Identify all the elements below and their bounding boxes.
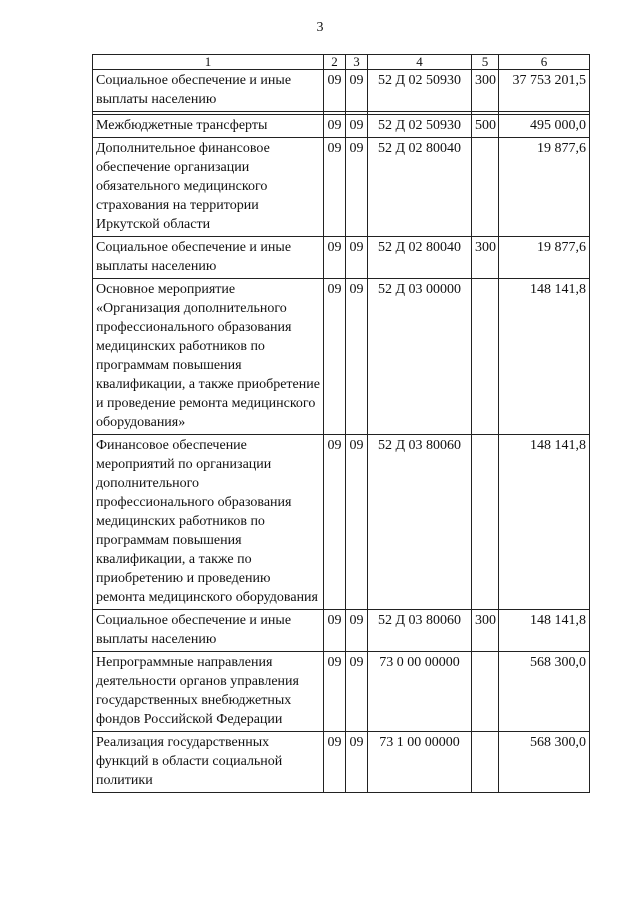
table-header-row [93,55,590,70]
row-expense-type-cell [472,279,499,435]
header-cell: 2 [324,55,346,70]
table-row [93,435,590,610]
row-section-cell: 09 [324,732,346,793]
row-subsection-cell: 09 [346,138,368,237]
row-amount-cell: 19 877,6 [499,138,590,237]
row-name-cell: Непрограммные направления деятельности органов управления государственных внебюджетных фондов Российской Федерации [93,652,324,732]
row-target-article-cell: 52 Д 02 80040 [368,138,472,237]
row-name-cell: Основное мероприятие «Организация дополнительного профессионального образования медицинских работников по программам повышения квалификации, а также приобретение и проведение ремонта медицинского оборудования» [93,279,324,435]
row-name-cell: Межбюджетные трансферты [93,115,324,138]
row-expense-type-cell [472,138,499,237]
row-expense-type-cell: 300 [472,70,499,112]
table-row [93,70,590,112]
row-section-cell: 09 [324,115,346,138]
row-name-cell: Социальное обеспечение и иные выплаты населению [93,610,324,652]
row-name-cell: Дополнительное финансовое обеспечение организации обязательного медицинского страхования на территории Иркутской области [93,138,324,237]
page-number: 3 [316,20,324,35]
table-row [93,652,590,732]
row-target-article-cell: 73 0 00 00000 [368,652,472,732]
row-subsection-cell: 09 [346,435,368,610]
row-section-cell: 09 [324,237,346,279]
row-section-cell: 09 [324,70,346,112]
row-expense-type-cell [472,732,499,793]
row-amount-cell: 19 877,6 [499,237,590,279]
table-row [93,610,590,652]
row-section-cell: 09 [324,652,346,732]
row-amount-cell: 568 300,0 [499,732,590,793]
header-cell: 4 [368,55,472,70]
table-row [93,237,590,279]
table-row [93,138,590,237]
row-expense-type-cell: 300 [472,610,499,652]
row-target-article-cell: 52 Д 02 50930 [368,115,472,138]
table-row [93,732,590,793]
row-target-article-cell: 52 Д 02 50930 [368,70,472,112]
row-subsection-cell: 09 [346,279,368,435]
row-target-article-cell: 73 1 00 00000 [368,732,472,793]
row-amount-cell: 148 141,8 [499,435,590,610]
row-subsection-cell: 09 [346,115,368,138]
row-subsection-cell: 09 [346,732,368,793]
row-target-article-cell: 52 Д 03 80060 [368,610,472,652]
row-target-article-cell: 52 Д 03 00000 [368,279,472,435]
row-section-cell: 09 [324,610,346,652]
row-expense-type-cell [472,435,499,610]
row-section-cell: 09 [324,435,346,610]
header-cell: 6 [499,55,590,70]
header-cell: 3 [346,55,368,70]
row-name-cell: Социальное обеспечение и иные выплаты населению [93,70,324,112]
budget-table [92,54,590,793]
header-cell: 1 [93,55,324,70]
header-cell: 5 [472,55,499,70]
row-name-cell: Финансовое обеспечение мероприятий по организации дополнительного профессионального образования медицинских работников по программам повышения квалификации, а также по приобретению и проведению ремонта медицинского оборудования [93,435,324,610]
row-section-cell: 09 [324,138,346,237]
table-row [93,279,590,435]
row-subsection-cell: 09 [346,652,368,732]
row-amount-cell: 568 300,0 [499,652,590,732]
row-section-cell: 09 [324,279,346,435]
row-name-cell: Социальное обеспечение и иные выплаты населению [93,237,324,279]
row-name-cell: Реализация государственных функций в области социальной политики [93,732,324,793]
row-amount-cell: 148 141,8 [499,279,590,435]
table-row [93,115,590,138]
row-expense-type-cell: 300 [472,237,499,279]
row-expense-type-cell: 500 [472,115,499,138]
row-amount-cell: 148 141,8 [499,610,590,652]
row-subsection-cell: 09 [346,610,368,652]
row-subsection-cell: 09 [346,70,368,112]
row-target-article-cell: 52 Д 03 80060 [368,435,472,610]
row-expense-type-cell [472,652,499,732]
row-amount-cell: 37 753 201,5 [499,70,590,112]
row-target-article-cell: 52 Д 02 80040 [368,237,472,279]
row-amount-cell: 495 000,0 [499,115,590,138]
row-subsection-cell: 09 [346,237,368,279]
